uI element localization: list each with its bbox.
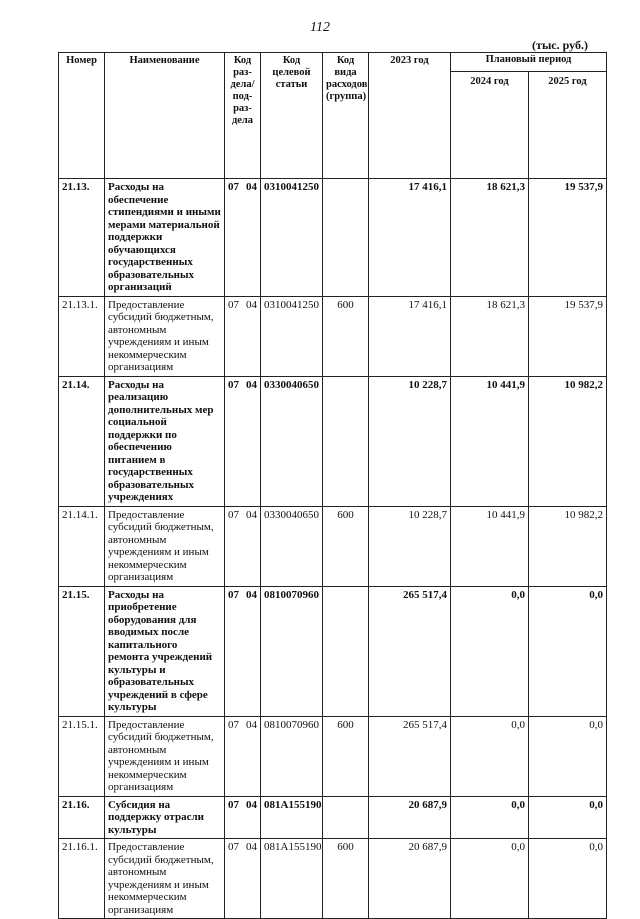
- row-subsection: 04: [246, 181, 257, 193]
- row-name: Расходы на приобретение оборудования для вводимых после капитального ремонта учреждений культуры и образовательных учреждений в сфере культуры: [105, 586, 225, 716]
- row-subsection: 04: [246, 588, 257, 601]
- row-value-2024: 18 621,3: [451, 296, 529, 376]
- row-section-code: [225, 506, 261, 586]
- row-name: Предоставление субсидий бюджетным, автономным учреждениям и иным некоммерческим организациям: [105, 296, 225, 376]
- row-number: 21.16.1.: [59, 839, 105, 919]
- row-section: 07: [228, 298, 239, 311]
- row-name: Предоставление субсидий бюджетным, автономным учреждениям и иным некоммерческим организациям: [105, 506, 225, 586]
- row-value-2025: 0,0: [529, 796, 607, 839]
- row-value-2024: 18 621,3: [451, 179, 529, 297]
- row-value-2025: 10 982,2: [529, 376, 607, 506]
- table-row: [59, 839, 607, 919]
- header-target-code: Код целевой статьи: [261, 53, 323, 179]
- header-number: Номер: [59, 53, 105, 179]
- header-year-2024: 2024 год: [451, 72, 529, 179]
- row-number: 21.15.1.: [59, 716, 105, 796]
- page-number: 112: [310, 20, 330, 35]
- row-target-code: 0310041250: [261, 296, 323, 376]
- row-value-2023: 17 416,1: [369, 179, 451, 297]
- row-section-code: [225, 179, 261, 297]
- row-target-code: 0810070960: [261, 586, 323, 716]
- row-number: 21.13.: [59, 179, 105, 297]
- row-value-2025: 10 982,2: [529, 506, 607, 586]
- row-value-2023: 20 687,9: [369, 796, 451, 839]
- row-expense-code: [323, 179, 369, 297]
- row-value-2023: 265 517,4: [369, 716, 451, 796]
- row-section-code: [225, 586, 261, 716]
- row-target-code: 0330040650: [261, 376, 323, 506]
- table-row: [59, 796, 607, 839]
- table-row: [59, 179, 607, 297]
- row-number: 21.13.1.: [59, 296, 105, 376]
- row-section: 07: [228, 718, 239, 731]
- row-subsection: 04: [246, 298, 257, 311]
- row-section-code: [225, 796, 261, 839]
- row-value-2024: 0,0: [451, 796, 529, 839]
- row-value-2025: 0,0: [529, 716, 607, 796]
- row-section: 07: [228, 181, 239, 193]
- row-expense-code: 600: [323, 839, 369, 919]
- row-target-code: 081A155190: [261, 796, 323, 839]
- row-value-2023: 265 517,4: [369, 586, 451, 716]
- row-subsection: 04: [246, 841, 257, 853]
- row-subsection: 04: [246, 508, 257, 521]
- row-value-2024: 10 441,9: [451, 376, 529, 506]
- row-value-2025: 0,0: [529, 839, 607, 919]
- header-section-code: Код раз-дела/ под-раз-дела: [225, 53, 261, 179]
- row-section-code: [225, 716, 261, 796]
- table-row: [59, 586, 607, 716]
- header-expense-code: Код вида расходов (группа): [323, 53, 369, 179]
- units-label: (тыс. руб.): [532, 38, 588, 52]
- row-section: 07: [228, 588, 239, 601]
- row-section: 07: [228, 798, 239, 811]
- table-row: [59, 296, 607, 376]
- row-target-code: 081A155190: [261, 839, 323, 919]
- table-row: [59, 376, 607, 506]
- header-year-2025: 2025 год: [529, 72, 607, 179]
- row-section-code: [225, 839, 261, 919]
- row-section: 07: [228, 841, 239, 853]
- row-target-code: 0310041250: [261, 179, 323, 297]
- row-value-2025: 19 537,9: [529, 179, 607, 297]
- row-number: 21.14.: [59, 376, 105, 506]
- row-expense-code: 600: [323, 716, 369, 796]
- row-number: 21.16.: [59, 796, 105, 839]
- row-value-2023: 20 687,9: [369, 839, 451, 919]
- header-name: Наименование: [105, 53, 225, 179]
- row-target-code: 0810070960: [261, 716, 323, 796]
- row-subsection: 04: [246, 378, 257, 391]
- row-value-2023: 10 228,7: [369, 376, 451, 506]
- row-value-2023: 17 416,1: [369, 296, 451, 376]
- header-year-2023: 2023 год: [369, 53, 451, 179]
- table-row: [59, 506, 607, 586]
- row-value-2024: 0,0: [451, 586, 529, 716]
- row-name: Предоставление субсидий бюджетным, автономным учреждениям и иным некоммерческим организациям: [105, 716, 225, 796]
- row-target-code: 0330040650: [261, 506, 323, 586]
- row-section-code: [225, 376, 261, 506]
- row-value-2024: 0,0: [451, 716, 529, 796]
- row-number: 21.14.1.: [59, 506, 105, 586]
- row-section: 07: [228, 378, 239, 391]
- table-row: [59, 716, 607, 796]
- row-value-2023: 10 228,7: [369, 506, 451, 586]
- row-name: Расходы на обеспечение стипендиями и иными мерами материальной поддержки обучающихся государственных образовательных организаций: [105, 179, 225, 297]
- row-value-2025: 19 537,9: [529, 296, 607, 376]
- header-planning-period: Плановый период: [451, 53, 607, 72]
- row-number: 21.15.: [59, 586, 105, 716]
- row-expense-code: [323, 376, 369, 506]
- row-subsection: 04: [246, 718, 257, 731]
- row-expense-code: 600: [323, 296, 369, 376]
- row-value-2025: 0,0: [529, 586, 607, 716]
- row-expense-code: [323, 586, 369, 716]
- row-expense-code: 600: [323, 506, 369, 586]
- budget-table: [58, 52, 607, 919]
- row-value-2024: 0,0: [451, 839, 529, 919]
- row-name: Предоставление субсидий бюджетным, автономным учреждениям и иным некоммерческим организациям: [105, 839, 225, 919]
- row-section: 07: [228, 508, 239, 521]
- row-value-2024: 10 441,9: [451, 506, 529, 586]
- row-subsection: 04: [246, 798, 257, 811]
- row-expense-code: [323, 796, 369, 839]
- row-name: Расходы на реализацию дополнительных мер социальной поддержки по обеспечению питанием в государственных образовательных учреждениях: [105, 376, 225, 506]
- row-section-code: [225, 296, 261, 376]
- row-name: Субсидия на поддержку отрасли культуры: [105, 796, 225, 839]
